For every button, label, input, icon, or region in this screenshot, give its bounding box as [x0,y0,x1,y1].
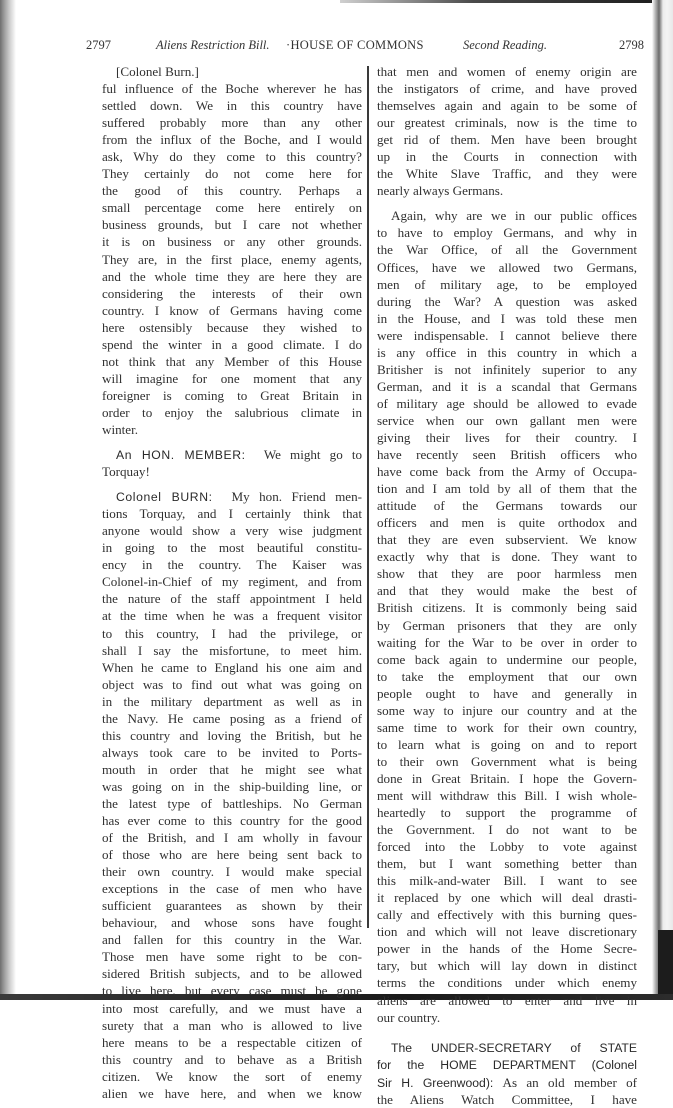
paragraph [377,63,637,199]
text-line: shall I say the misfortune, to meet him. [102,642,362,658]
speaker-name: Colonel BURN: [116,490,213,505]
text-line: service when our own gallant men were [377,412,637,428]
text-line: people ought to have and generally in [377,685,637,701]
text-line: Again, why are we in our public offices [391,208,637,224]
text-line: has ever come to this country for the good [102,813,362,829]
text-line: here means to be a respectable citizen of [102,1034,362,1050]
left-page-number: 2797 [86,38,111,52]
speaker-attribution-line: The UNDER-SECRETARY of STATE [391,1040,637,1055]
text-line: to take the employment that our own [377,668,637,684]
text-line: power in the hands of the Home Secre- [377,941,637,957]
text-line: this country and loving the British, but he [102,727,362,743]
page-binding-edge-left [0,0,16,1000]
text-line: heartedly to support the programme of [377,805,637,821]
paragraph [377,207,637,1025]
text-line: in the military department as well as in [102,693,362,709]
text-line: some way to injure our country and at the [377,702,637,718]
text-line: and the whole time they are here they are [102,268,362,284]
interjection-line [102,446,362,463]
text-line: this milk-and-water Bill. I want to see [377,873,637,889]
text-line: ment will withdraw this Bill. I wish whole- [377,787,637,803]
paragraph [377,1091,637,1108]
text-line: of the British, and I am wholly in favour [102,830,362,846]
text-line: done in Great Britain. I hope the Govern- [377,770,637,786]
text-line: themselves again and again to be some of [377,98,637,114]
text-line: into most carefully, and we must have a [102,1000,362,1016]
text-line: their own country. I would make special [102,864,362,880]
right-column [377,63,637,1108]
text-line: Offices, have we allowed two Germans, [377,259,637,275]
text-line: our greatest criminals, now is the time to [377,115,637,131]
text-line: in going to the most beautiful constitu- [102,540,362,556]
text-line: sidered British subjects, and to be allowed [102,966,362,982]
text-line: exceptions in the case of men who have [102,881,362,897]
speech-first-line [102,488,362,505]
text-line: same time to work for their own country, [377,719,637,735]
column-divider [367,66,369,928]
text-line: considering the interests of their own [102,285,362,301]
text-line: foreigner is coming to Great Britain in [102,387,362,403]
text-line: from the influx of the Boche, and I would [102,132,362,148]
text-line: winter. [102,421,139,437]
interjection-line: Torquay! [102,464,150,480]
text-line: tion and which will not leave discretionary [377,924,637,940]
text-line: ask, Why do they come to this country? [102,149,362,165]
right-page-number: 2798 [619,38,644,52]
text-line: aliens are allowed to enter and live in [377,992,637,1008]
speech-text: As an old member of [502,1074,637,1090]
speaker-attribution-line: for the HOME DEPARTMENT (Colonel [377,1057,637,1072]
text-line: tions Torquay, and I certainly think that [102,506,362,522]
scan-shadow-corner [658,930,673,1000]
text-line: of those who are here being sent back to [102,847,362,863]
text-line: They certainly do not come here for [102,166,362,182]
text-line: during the War? A question was asked [377,293,637,309]
text-line: get rid of them. Men have been brought [377,132,637,148]
interjection-text: We might go to [263,447,362,463]
left-column [102,63,362,1102]
text-line: in the House, and I was told these men [377,310,637,326]
text-line: Colonel-in-Chief of my regiment, and from [102,574,362,590]
text-line: ency in the country. The Kaiser was [102,557,362,573]
text-line: small percentage come here entirely on [102,200,362,216]
text-line: were indispensable. I cannot believe there [377,327,637,343]
text-line: and fallen for this country in the War. [102,932,362,948]
text-line: behaviour, and whose sons have fought [102,915,362,931]
text-line: object was to find out what was going on [102,676,362,692]
speaker-name: An HON. MEMBER: [116,448,246,463]
speaker-name: Sir H. Greenwood): [377,1075,494,1090]
text-line: to learn what is going on and to report [377,736,637,752]
text-line: sufficient guarantees as shown by their [102,898,362,914]
text-line: citizen. We know the sort of enemy [102,1068,362,1084]
speech-text: My hon. Friend men- [231,489,362,505]
text-line: is any office in this country in which a [377,344,637,360]
text-line: the instigators of crime, and have proved [377,81,637,97]
text-line: British citizens. It is commonly being said [377,600,637,616]
text-line: business grounds, but I care not whether [102,217,362,233]
text-line: by German prisoners that they are only [377,617,637,633]
text-line: terms the conditions under which enemy [377,975,637,991]
text-line: the nature of the staff appointment I held [102,591,362,607]
text-line: the latest type of battleships. No German [102,795,362,811]
text-line: Those men have some right to be con- [102,949,362,965]
text-line: will imagine for one moment that any [102,370,362,386]
text-line: to live here, but every case must be gone [102,983,362,999]
right-running-title: Second Reading. [463,38,548,52]
text-line: men of military age, to be employed [377,276,637,292]
text-line: this country and to behave as a British [102,1051,362,1067]
text-line: order to enjoy the salubrious climate in [102,404,362,420]
text-line: that they are even subservient. We know [377,532,637,548]
text-line: settled down. We in this country have [102,98,362,114]
text-line: waiting for the War to be over in order to [377,634,637,650]
text-line: to have to employ Germans, and why in [377,225,637,241]
text-line: that men and women of enemy origin are [377,64,637,79]
text-line: the White Slave Traffic, and they were [377,166,637,182]
text-line: When he came to England his one aim and [102,659,362,675]
text-line: always took care to be invited to Ports- [102,744,362,760]
text-line: the War Office, of all the Government [377,242,637,258]
text-line: of military age should be allowed to evade [377,395,637,411]
text-line: come back again to undermine our people, [377,651,637,667]
text-line: alien we have here, and when we know [102,1085,362,1101]
text-line: them, but I want something better than [377,856,637,872]
center-running-title: ·HOUSE OF COMMONS [286,38,424,52]
text-line: surety that a man who is allowed to live [102,1017,362,1033]
paragraph [102,80,362,438]
text-line: it is on business or any other grounds. [102,234,362,250]
text-line: up in the Courts in connection with [377,149,637,165]
text-line: have recently seen British officers who [377,447,637,463]
text-line: mouth in order that he might see what [102,761,362,777]
text-line: to this country, I had the privilege, or [102,625,362,641]
scan-border-top [340,0,673,3]
paragraph [102,505,362,1102]
text-line: ful influence of the Boche wherever he has [102,81,362,97]
text-line: anyone would show a very wise judgment [102,523,362,539]
text-line: the Aliens Watch Committee, I have [377,1091,637,1107]
text-line: it replaced by one which will deal drasti- [377,890,637,906]
text-line: tion and I am told by all of them that the [377,481,637,497]
text-line: was going on in the ship-building line, or [102,778,362,794]
text-line: cally and effectively with this burning ques- [377,907,637,923]
text-line: and that they would make the best of [377,583,637,599]
text-line: spend the winter in a good climate. I do [102,336,362,352]
text-line: Britisher is not infinitely superior to any [377,361,637,377]
text-line: suffered probably more than any other [102,115,362,131]
text-line: giving their lives for their country. I [377,429,637,445]
speaker-attribution-line [377,1074,637,1091]
text-line: nearly always Germans. [377,183,504,199]
text-line: exactly why that is done. They want to [377,549,637,565]
text-line: country. I know of Germans having come [102,302,362,318]
text-line: They are, in the first place, enemy agents, [102,251,362,267]
text-line: show that they are poor harmless men [377,566,637,582]
text-line: officers and men is quite orthodox and [377,515,637,531]
running-header [86,38,652,56]
text-line: to their own Government what is being [377,753,637,769]
text-line: not think that any Member of this House [102,353,362,369]
text-line: the Government. I do not want to be [377,822,637,838]
text-line: the good of this country. Perhaps a [102,183,362,199]
text-line: at the time when he was a frequent visitor [102,608,362,624]
continuation-label: [Colonel Burn.] [116,64,199,79]
text-line: the Navy. He came posing as a friend of [102,710,362,726]
text-line: have come back from the Army of Occupa- [377,464,637,480]
left-running-title: Aliens Restriction Bill. [156,38,270,52]
text-line: here ostensibly because they wished to [102,319,362,335]
page-binding-edge-right [652,0,673,1000]
text-line: our country. [377,1009,441,1025]
text-line: forced into the Lobby to vote against [377,839,637,855]
text-line: German, and it is a scandal that Germans [377,378,637,394]
text-line: attitude of the Germans towards our [377,498,637,514]
text-line: tary, but which will lay down in distinct [377,958,637,974]
